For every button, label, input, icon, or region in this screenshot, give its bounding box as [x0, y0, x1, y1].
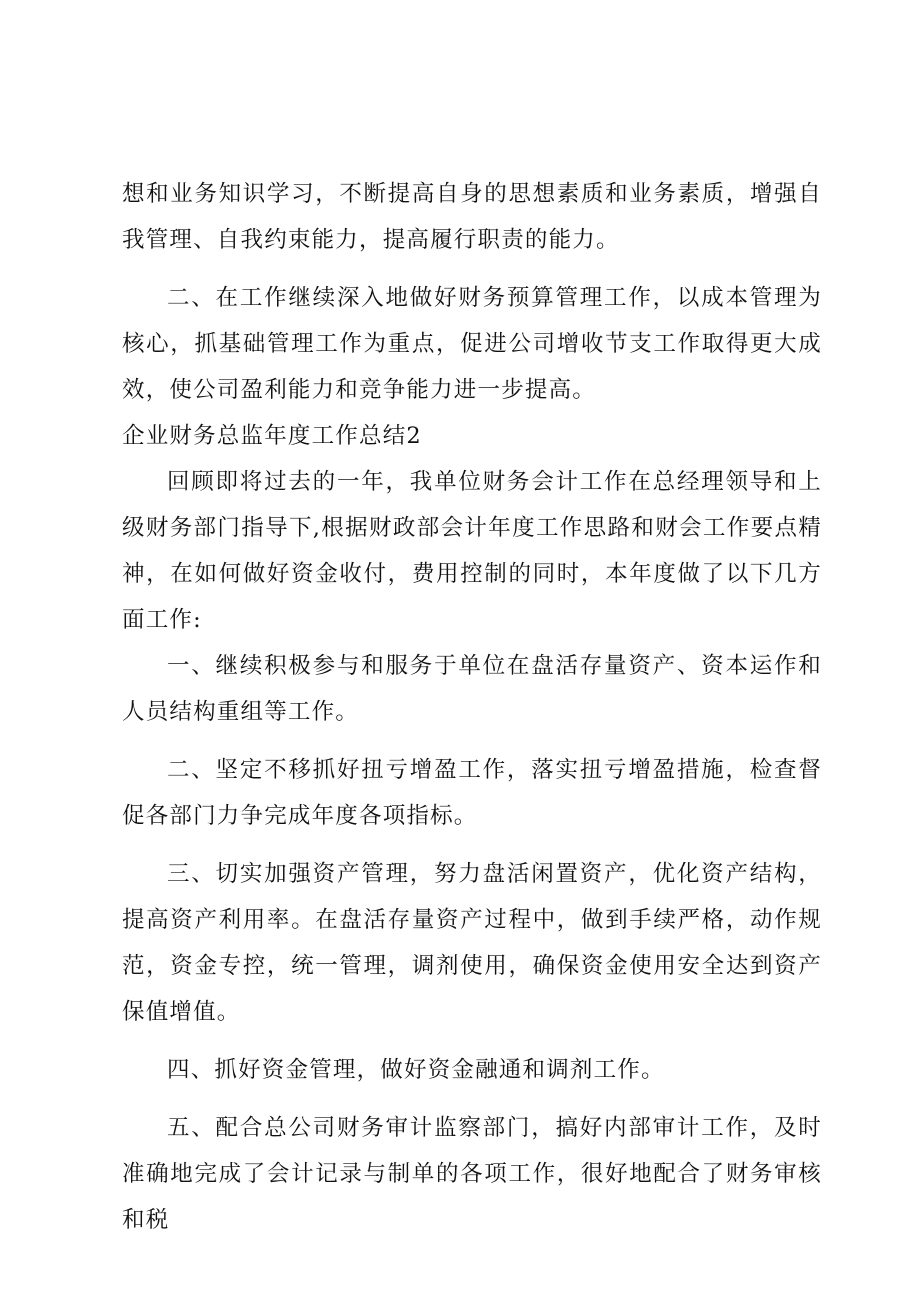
paragraph-intro: 回顾即将过去的一年，我单位财务会计工作在总经理领导和上级财务部门指导下,根据财政部会计年度工作思路和财会工作要点精神，在如何做好资金收付，费用控制的同时，本年度做了以下几方面工作: [122, 469, 822, 633]
paragraph-item-two: 二、在工作继续深入地做好财务预算管理工作，以成本管理为核心，抓基础管理工作为重点，促进公司增收节支工作取得更大成效，使公司盈利能力和竞争能力进一步提高。 [122, 285, 822, 403]
paragraph-point-three: 三、切实加强资产管理，努力盘活闲置资产，优化资产结构，提高资产利用率。在盘活存量资产过程中，做到手续严格，动作规范，资金专控，统一管理，调剂使用，确保资金使用安全达到资产保值增值。 [122, 861, 822, 1025]
paragraph-point-one: 一、继续积极参与和服务于单位在盘活存量资产、资本运作和人员结构重组等工作。 [122, 653, 822, 725]
paragraph-point-four: 四、抓好资金管理，做好资金融通和调剂工作。 [167, 1057, 665, 1083]
paragraph-point-five: 五、配合总公司财务审计监察部门，搞好内部审计工作，及时准确地完成了会计记录与制单的各项工作，很好地配合了财务审核和税 [122, 1115, 822, 1233]
paragraph-point-two: 二、坚定不移抓好扭亏增盈工作，落实扭亏增盈措施，检查督促各部门力争完成年度各项指标。 [122, 757, 822, 829]
document-body [122, 171, 822, 1243]
section-title: 企业财务总监年度工作总结2 [122, 423, 422, 449]
paragraph-continuation: 想和业务知识学习，不断提高自身的思想素质和业务素质，增强自我管理、自我约束能力，提高履行职责的能力。 [122, 181, 822, 253]
